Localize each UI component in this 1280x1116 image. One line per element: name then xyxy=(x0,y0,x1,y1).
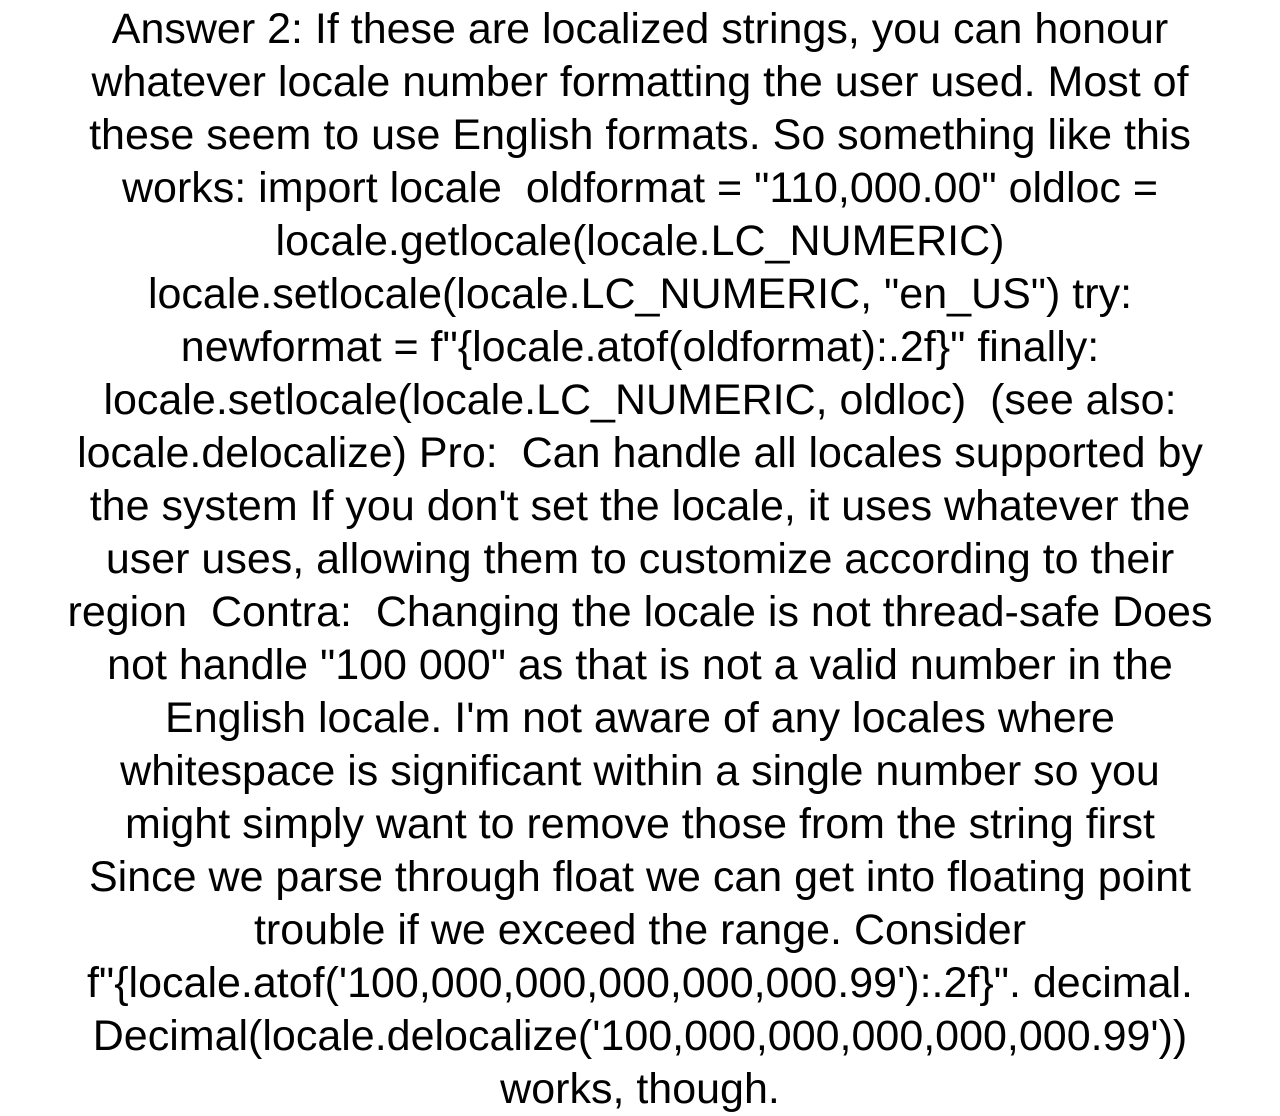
answer-line: locale.setlocale(locale.LC_NUMERIC, "en_US") try: xyxy=(147,270,1133,318)
answer-line: English locale. I'm not aware of any locales where xyxy=(165,694,1115,742)
answer-line: f"{locale.atof('100,000,000,000,000,000.99'):.2f}". decimal. xyxy=(86,959,1193,1007)
answer-line: works, though. xyxy=(500,1065,780,1113)
answer-line: not handle "100 000" as that is not a valid number in the xyxy=(107,641,1173,689)
answer-line: might simply want to remove those from the string first xyxy=(125,800,1155,848)
answer-line: locale.delocalize) Pro: Can handle all locales supported by xyxy=(77,429,1203,477)
answer-line: user uses, allowing them to customize according to their xyxy=(105,535,1175,583)
answer-line: region Contra: Changing the locale is not thread-safe Does xyxy=(67,588,1213,636)
answer-line: Decimal(locale.delocalize('100,000,000,000,000,000.99')) xyxy=(92,1012,1188,1060)
answer-line: the system If you don't set the locale, it uses whatever the xyxy=(89,482,1191,530)
answer-line: newformat = f"{locale.atof(oldformat):.2f}" finally: xyxy=(180,323,1100,371)
answer-line: Since we parse through float we can get into floating point xyxy=(89,853,1191,901)
answer-line: locale.setlocale(locale.LC_NUMERIC, oldloc) (see also: xyxy=(103,376,1177,424)
answer-line: these seem to use English formats. So something like this xyxy=(89,111,1191,159)
answer-line: trouble if we exceed the range. Consider xyxy=(253,906,1027,954)
answer-text-block xyxy=(0,3,1280,1116)
answer-line: whatever locale number formatting the user used. Most of xyxy=(91,58,1189,106)
answer-line: Answer 2: If these are localized strings, you can honour xyxy=(111,5,1169,53)
answer-line: locale.getlocale(locale.LC_NUMERIC) xyxy=(275,217,1005,265)
answer-line: works: import locale oldformat = "110,000.00" oldloc = xyxy=(122,164,1158,212)
answer-line: whitespace is significant within a single number so you xyxy=(120,747,1160,795)
